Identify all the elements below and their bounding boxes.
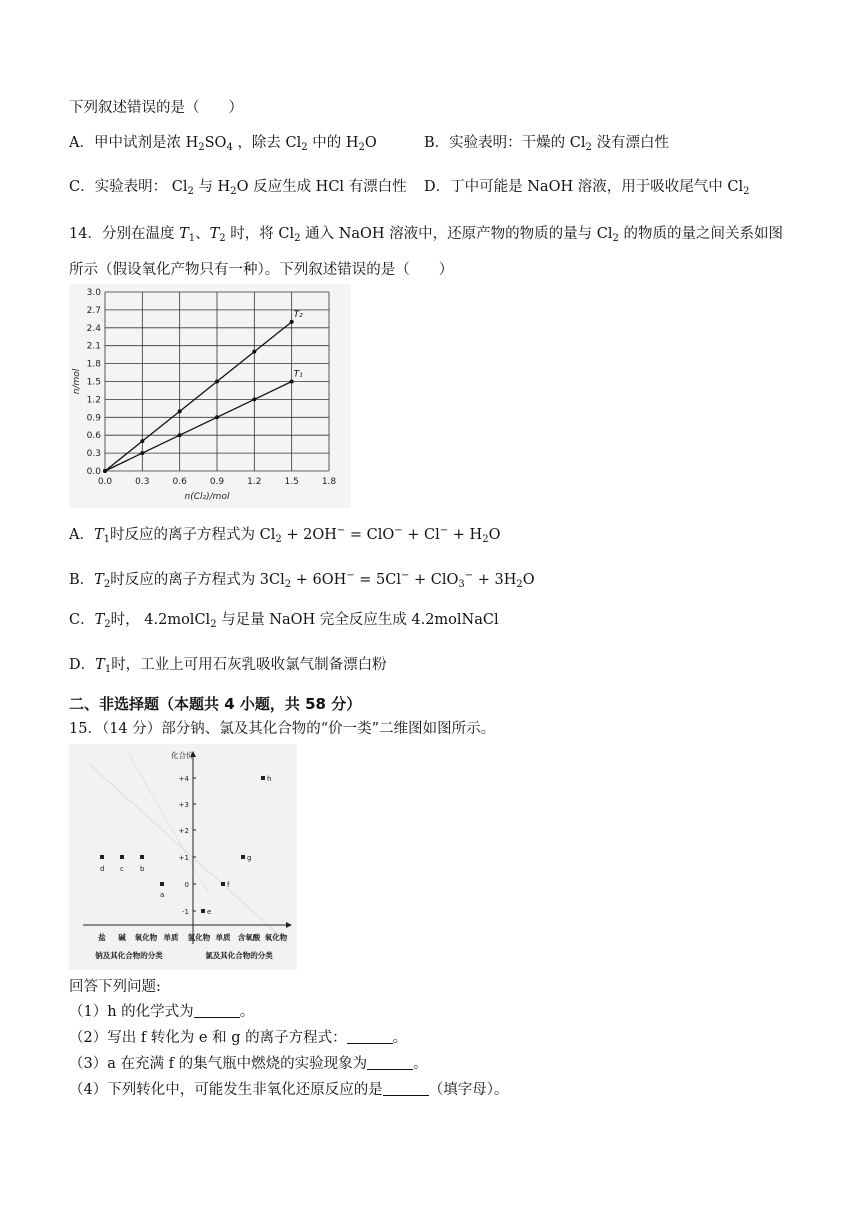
label-d: d xyxy=(100,865,105,873)
x-cat: 氢化物 xyxy=(187,933,211,942)
y-tick-label: 1.5 xyxy=(86,377,101,388)
x-cat: 氧化物 xyxy=(264,933,288,942)
x-cat: 碱 xyxy=(118,933,126,942)
series-label: T₁ xyxy=(293,369,303,380)
x-cat: 盐 xyxy=(98,933,106,942)
q15-sub-2: （2）写出 f 转化为 e 和 g 的离子方程式： 。 xyxy=(69,1030,408,1046)
label-e: e xyxy=(207,908,212,916)
point-f xyxy=(221,882,225,886)
x-cat: 单质 xyxy=(215,933,231,942)
label-f: f xyxy=(227,881,230,889)
data-point xyxy=(140,439,144,443)
label-b: b xyxy=(140,865,145,873)
label-a: a xyxy=(160,891,165,899)
data-point xyxy=(215,415,219,419)
data-point xyxy=(252,350,256,354)
data-point xyxy=(178,433,182,437)
q15-chart-svg xyxy=(69,744,297,970)
x-tick-label: 1.2 xyxy=(247,477,262,487)
x-cat: 含氧酸 xyxy=(237,933,261,942)
question-14-stem-line2: 所示（假设氧化产物只有一种）。下列叙述错误的是（ ） xyxy=(69,262,454,278)
series-label: T₂ xyxy=(293,309,303,320)
data-point xyxy=(178,409,182,413)
x-tick-label: 0.0 xyxy=(97,477,113,487)
answer-blank[interactable] xyxy=(347,1029,393,1044)
answer-blank[interactable] xyxy=(383,1081,429,1096)
point-a xyxy=(160,882,164,886)
y-tick-label: 2.7 xyxy=(86,305,101,316)
q15-sub-3: （3）a 在充满 f 的集气瓶中燃烧的实验现象为 。 xyxy=(69,1056,428,1072)
y-tick-label: 2.1 xyxy=(86,341,101,352)
y-tick-label: 3.0 xyxy=(86,288,101,298)
q14-chart-svg xyxy=(69,284,351,508)
question-15-stem: 15．（14 分）部分钠、氯及其化合物的“价一类”二维图如图所示。 xyxy=(69,721,496,737)
q15-sub-1: （1）h 的化学式为 。 xyxy=(69,1004,255,1020)
group-label-sodium: 钠及其化合物的分类 xyxy=(95,951,163,960)
y-axis-label: n/mol xyxy=(72,368,82,395)
x-cat: 单质 xyxy=(163,933,179,942)
point-d xyxy=(100,855,104,859)
q13-option-b: B．实验表明：干燥的 $Cl_2$ 没有漂白性 xyxy=(424,135,669,153)
group-label-chlorine: 氯及其化合物的分类 xyxy=(205,951,273,960)
point-e xyxy=(201,909,205,913)
x-tick-label: 0.3 xyxy=(135,477,150,487)
label-c: c xyxy=(120,865,124,873)
y-tick-label: 2.4 xyxy=(86,323,101,334)
y-tick: 0 xyxy=(184,881,189,889)
question-14-stem: 14．分别在温度 $T_1$、$T_2$ 时，将 $Cl_2$ 通入 NaOH 溶液中，还原产物的物质的量与 $Cl_2$ 的物质的量之间关系如图 xyxy=(69,226,784,244)
label-g: g xyxy=(247,854,252,862)
q14-option-a: A．$T_1$时反应的离子方程式为 $Cl_2 + 2OH^- = ClO^- + Cl^- + H_2O$ xyxy=(69,525,501,545)
x-tick-label: 0.9 xyxy=(209,477,225,487)
data-point xyxy=(103,469,107,473)
y-tick: +2 xyxy=(178,827,189,835)
point-g xyxy=(241,855,245,859)
answer-blank[interactable] xyxy=(194,1003,240,1018)
q13-option-a: A．甲中试剂是浓 $H_2SO_4$ ，除去 $Cl_2$ 中的 $H_2O$ xyxy=(69,135,377,153)
series-line-2 xyxy=(105,382,292,472)
y-tick-label: 0.6 xyxy=(86,431,101,442)
q14-line-chart xyxy=(69,284,351,508)
series-line-1 xyxy=(105,322,292,471)
x-tick-label: 0.6 xyxy=(172,477,187,487)
data-point xyxy=(252,397,256,401)
point-b xyxy=(140,855,144,859)
y-tick: +4 xyxy=(178,775,189,783)
q15-valence-category-chart xyxy=(69,744,297,970)
y-tick-label: 0.3 xyxy=(86,449,101,460)
y-tick: -1 xyxy=(182,908,189,916)
data-point xyxy=(140,451,144,455)
data-point xyxy=(215,380,219,384)
x-axis-label: n(Cl₂)/mol xyxy=(184,492,230,502)
y-tick-label: 1.2 xyxy=(86,395,101,406)
y-tick-label: 0.9 xyxy=(86,413,101,424)
x-tick-label: 1.5 xyxy=(284,477,299,487)
data-point xyxy=(290,320,294,324)
section-2-heading: 二、非选择题（本题共 4 小题，共 58 分） xyxy=(69,695,362,713)
answer-blank[interactable] xyxy=(367,1055,413,1070)
y-tick-label: 1.8 xyxy=(86,359,101,370)
q14-option-d: D．$T_1$时，工业上可用石灰乳吸收氯气制备漂白粉 xyxy=(69,657,387,675)
question-13-stem: 下列叙述错误的是（ ） xyxy=(69,100,243,116)
label-h: h xyxy=(267,775,272,783)
q13-option-c: C．实验表明： $Cl_2$ 与 $H_2O$ 反应生成 HCl 有漂白性 xyxy=(69,179,407,197)
y-axis-title: 化合价 xyxy=(171,751,194,760)
q14-option-c: C．$T_2$时， 4.2molCl$_2$ 与足量 NaOH 完全反应生成 4.2molNaCl xyxy=(69,612,499,630)
point-h xyxy=(261,776,265,780)
y-tick: +1 xyxy=(178,854,189,862)
q15-sub-4: （4）下列转化中，可能发生非氧化还原反应的是 （填字母）。 xyxy=(69,1082,509,1098)
answer-intro: 回答下列问题: xyxy=(69,979,161,995)
x-cat: 氧化物 xyxy=(134,933,158,942)
data-point xyxy=(290,380,294,384)
y-tick: +3 xyxy=(178,801,189,809)
q13-option-d: D．丁中可能是 NaOH 溶液，用于吸收尾气中 $Cl_2$ xyxy=(424,179,750,197)
y-tick-label: 0.0 xyxy=(86,467,101,477)
point-c xyxy=(120,855,124,859)
q14-option-b: B．$T_2$时反应的离子方程式为 $3Cl_2 + 6OH^- = 5Cl^- + ClO_3^- + 3H_2O$ xyxy=(69,570,535,590)
x-tick-label: 1.8 xyxy=(321,477,337,487)
